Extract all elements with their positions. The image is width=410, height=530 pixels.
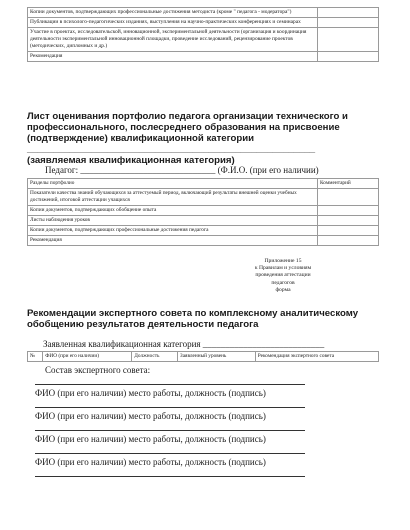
- table-row: [28, 18, 379, 28]
- comment-cell: [318, 8, 379, 18]
- section-subtitle: (заявляемая квалификационная категория): [27, 155, 235, 166]
- comment-cell: [318, 18, 379, 28]
- comment-cell: [318, 216, 379, 226]
- section-title-text: Лист оценивания портфолио педагога организации технического и профессионального, послесреднего образования на присвоение (подтверждение) квалификационной категории ______________________________________________________: [27, 111, 348, 155]
- portfolio-continuation-table: [27, 7, 379, 62]
- member-line: ФИО (при его наличии) место работы, должность (подпись): [35, 457, 266, 467]
- appendix-line: Приложение 15: [264, 258, 302, 264]
- table-cell: Листы наблюдения уроков: [28, 216, 318, 226]
- appendix-line: к Правилам и условиям: [254, 265, 312, 272]
- pedagog-blank: ______________________________: [80, 165, 216, 175]
- comment-cell: [318, 189, 379, 206]
- table-row: [28, 226, 379, 236]
- header-cell-number: №: [28, 352, 43, 362]
- header-cell-fio: ФИО (при его наличии): [43, 352, 132, 362]
- table-row: [28, 8, 379, 18]
- expert-council-section: [35, 365, 395, 480]
- table-cell: Показатели качества знаний обучающихся за аттестуемый период, включающий результаты внешней оценки учебных достижений, итоговой аттестации учащихся: [28, 189, 318, 206]
- signature-blank: [35, 376, 395, 388]
- table-row: [28, 216, 379, 226]
- portfolio-sections-table: [27, 178, 379, 246]
- signature-blank: [35, 399, 395, 411]
- table-cell: Копии документов, подтверждающих профессиональные достижения педагога: [28, 226, 318, 236]
- comment-cell: [318, 28, 379, 52]
- table-row: [28, 206, 379, 216]
- header-cell-recommendation: Рекомендация экспертного совета: [255, 352, 378, 362]
- table-cell: Копии документов, подтверждающих обобщение опыта: [28, 206, 318, 216]
- section-title-expert-recommendations: Рекомендации экспертного совета по комплексному аналитическому обобщению результатов деятельности педагога: [27, 308, 359, 330]
- appendix-note: [245, 258, 321, 294]
- appendix-line: педагогов: [271, 279, 295, 286]
- member-line: ФИО (при его наличии) место работы, должность (подпись): [35, 434, 266, 444]
- appendix-line: форма: [275, 286, 291, 293]
- table-cell: Копии документов, подтверждающих профессиональные достижения методиста (кроме " педагога - модератора"): [28, 8, 318, 18]
- pedagog-label: Педагог:: [45, 165, 79, 175]
- table-row: [28, 189, 379, 206]
- signature-blank: [35, 445, 395, 457]
- fio-label: (Ф.И.О. (при его наличии): [217, 165, 319, 175]
- signature-blank: [35, 468, 395, 480]
- header-cell-comment: Комментарий: [318, 179, 379, 189]
- comment-cell: [318, 206, 379, 216]
- table-cell: Рекомендация: [28, 236, 318, 246]
- member-line: ФИО (при его наличии) место работы, должность (подпись): [35, 411, 266, 421]
- claimed-category-blank: ___________________________: [202, 339, 325, 349]
- header-cell-sections: Разделы портфолио: [28, 179, 318, 189]
- table-row: [28, 236, 379, 246]
- signature-blank: [35, 422, 395, 434]
- section-title-portfolio-evaluation: [27, 111, 379, 166]
- table-cell: Публикации в психолого-педагогических изданиях, выступления на научно-практических конференциях и семинарах: [28, 18, 318, 28]
- table-cell: Участие в проектах, исследовательской, инновационной, экспериментальной деятельности (организация и координация деятельности экспериментальной инновационной площадки, проведение исследований, рецензирование проектов (методических, дипломных и др.): [28, 28, 318, 52]
- comment-cell: [318, 236, 379, 246]
- member-line: ФИО (при его наличии) место работы, должность (подпись): [35, 388, 266, 398]
- table-row: [28, 52, 379, 62]
- header-cell-claimed-level: Заявленный уровень: [178, 352, 256, 362]
- appendix-line: проведения аттестации: [255, 272, 311, 279]
- table-header-row: [28, 352, 379, 362]
- recommendations-table: [27, 351, 379, 362]
- council-label: Состав экспертного совета:: [45, 365, 151, 375]
- table-header-row: [28, 179, 379, 189]
- table-row: [28, 28, 379, 52]
- comment-cell: [318, 226, 379, 236]
- claimed-category-label: Заявленная квалификационная категория: [43, 339, 201, 349]
- claimed-category-line: [43, 339, 383, 349]
- table-cell: Рекомендация: [28, 52, 318, 62]
- header-cell-position: Должность: [132, 352, 178, 362]
- pedagog-line: [45, 165, 385, 175]
- comment-cell: [318, 52, 379, 62]
